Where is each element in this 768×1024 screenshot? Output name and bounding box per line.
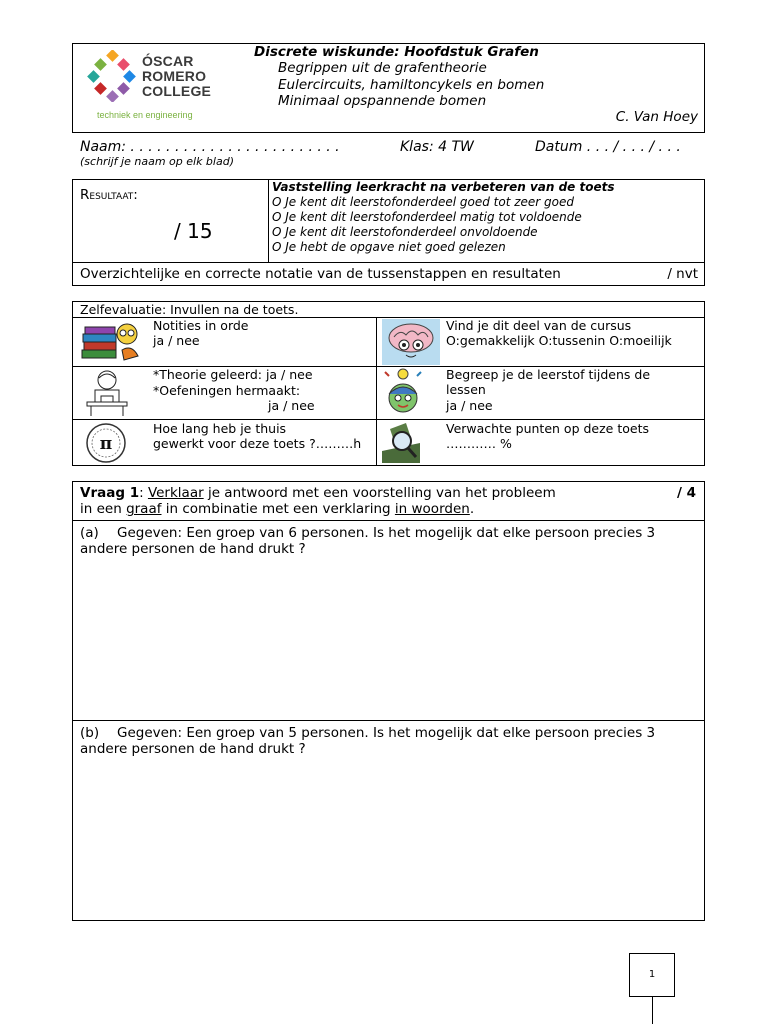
student-desk-icon [83,368,131,418]
magnifier-icon [380,421,422,465]
question-1-box [72,481,705,921]
question-1-label: Vraag 1 [80,485,140,501]
eval-expected-line1: Verwachte punten op deze toets [446,421,649,436]
pi-stamp-icon [83,422,129,464]
part-a-line1: Gegeven: Een groep van 6 personen. Is het mogelijk dat elke persoon precies 3 [117,525,656,541]
eval-understood-line1: Begreep je de leerstof tijdens de [446,367,651,382]
part-b-label: (b) [80,725,100,741]
subtitle-1: Begrippen uit de grafentheorie [278,60,487,76]
question-1-colon: : [139,485,148,501]
eval-notes-line1: Notities in orde [153,318,249,333]
part-b-line1: Gegeven: Een groep van 5 personen. Is het mogelijk dat elke persoon precies 3 [117,725,656,741]
part-b-line2: andere personen de hand drukt ? [80,741,306,757]
subtitle-2: Eulercircuits, hamiltoncykels en bomen [278,77,545,93]
brain-icon [382,319,440,365]
name-hint: (schrijf je naam op elk blad) [80,155,234,168]
subtitle-3: Minimaal opspannende bomen [278,93,487,109]
page-number-box [629,953,675,997]
logo-text [142,54,211,99]
logo-line-2: ROMERO [142,68,207,84]
eval-time-line1: Hoe lang heb je thuis [153,421,287,436]
eval-notes-line2[interactable]: ja / nee [153,333,200,348]
eval-difficulty-line1: Vind je dit deel van de cursus [446,318,632,333]
self-eval-box [72,301,705,466]
result-label: Resultaat: [80,187,138,203]
eval-difficulty-options[interactable]: O:gemakkelijk O:tussenin O:moeilijk [446,333,672,348]
part-a-label: (a) [80,525,99,541]
eval-theory-line1[interactable]: *Theorie geleerd: ja / nee [153,367,313,382]
date-field[interactable]: Datum . . . / . . . / . . . [535,139,681,155]
question-1-header-line2 [80,501,474,517]
assessment-option-3[interactable]: O Je kent dit leerstofonderdeel onvoldoende [272,225,538,239]
svg-text:π: π [99,434,113,454]
part-b-answer-area[interactable] [73,760,704,918]
eval-theory-line2: *Oefeningen hermaakt: [153,383,301,398]
logo-tagline: techniek en engineering [97,110,193,120]
assessment-title: Vaststelling leerkracht na verbeteren van de toets [272,180,615,194]
lightbulb-head-icon [381,368,425,418]
notation-score: / nvt [667,266,698,282]
books-icon [80,320,142,366]
author: C. Van Hoey [615,109,698,125]
header-box [72,43,705,133]
eval-time-line2[interactable]: gewerkt voor deze toets ?………h [153,436,362,451]
question-1-text-2: in een [80,501,127,517]
self-eval-title: Zelfevaluatie: Invullen na de toets. [80,302,299,317]
eval-theory-line3[interactable]: ja / nee [268,398,315,413]
doc-title: Discrete wiskunde: Hoofdstuk Grafen [254,44,539,60]
logo-diamonds-icon [87,50,137,102]
school-logo [87,50,227,122]
result-score: / 15 [174,219,213,243]
eval-understood-line3[interactable]: ja / nee [446,398,493,413]
page-number-stem [652,997,653,1024]
part-a-line2: andere personen de hand drukt ? [80,541,306,557]
notation-text: Overzichtelijke en correcte notatie van de tussenstappen en resultaten [80,266,561,282]
class-label: Klas: 4 TW [400,139,474,155]
assessment-option-1[interactable]: O Je kent dit leerstofonderdeel goed tot zeer goed [272,195,575,209]
question-1-text-4: . [469,501,475,517]
eval-expected-line2[interactable]: ………… % [446,436,512,451]
eval-understood-line2: lessen [446,382,486,397]
question-1-header [80,485,556,501]
logo-line-1: ÓSCAR [142,53,194,69]
question-1-text-1: je antwoord met een voorstelling van het probleem [203,485,556,501]
keyword-verklaar: Verklaar [147,485,204,501]
question-1-text-3: in combinatie met een verklaring [161,501,395,517]
logo-line-3: COLLEGE [142,83,212,99]
result-box [72,179,705,286]
question-1-points: / 4 [676,485,696,501]
assessment-option-2[interactable]: O Je kent dit leerstofonderdeel matig tot voldoende [272,210,582,224]
page-number: 1 [648,969,656,980]
keyword-graaf: graaf [126,501,162,517]
keyword-in-woorden: in woorden [394,501,470,517]
name-field[interactable]: Naam: . . . . . . . . . . . . . . . . . . . . . . . . [80,139,340,155]
assessment-option-4[interactable]: O Je hebt de opgave niet goed gelezen [272,240,506,254]
part-a-answer-area[interactable] [73,560,704,718]
